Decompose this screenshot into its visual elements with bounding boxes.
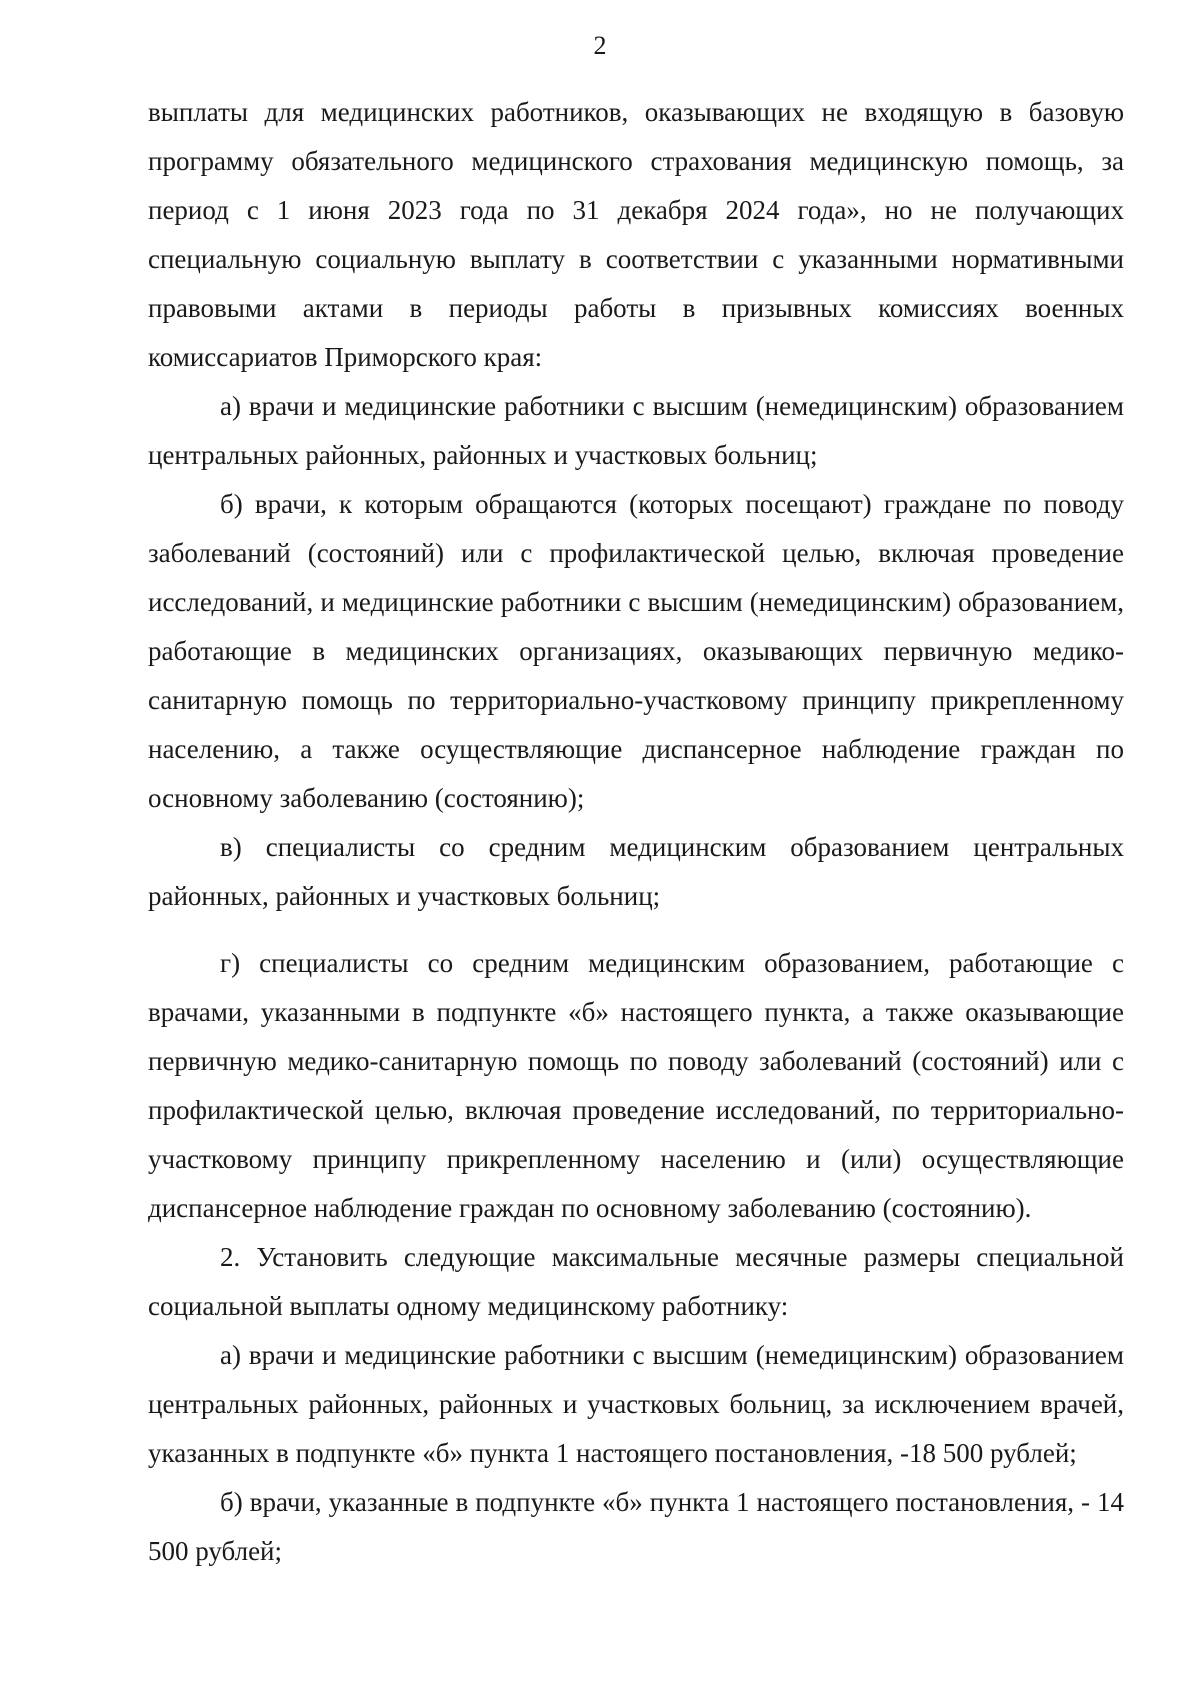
paragraph-item-g: г) специалисты со средним медицинским образованием, работающие с врачами, указанными в подпункте «б» настоящего пункта, а также оказывающие первичную медико-санитарную помощь по поводу заболеваний (состояний) или с профилактической целью, включая проведение исследований, по территориально-участковому принципу прикрепленному населению и (или) осуществляющие диспансерное наблюдение граждан по основному заболеванию (состоянию). bbox=[148, 948, 1124, 1223]
paragraph-point-2-item-a: а) врачи и медицинские работники с высшим (немедицинским) образованием центральных районных, районных и участковых больниц, за исключением врачей, указанных в подпункте «б» пункта 1 настоящего постановления, -18 500 рублей; bbox=[148, 1340, 1124, 1468]
paragraph-point-2: 2. Установить следующие максимальные месячные размеры специальной социальной выплаты одному медицинскому работнику: bbox=[148, 1242, 1124, 1321]
paragraph-item-v: в) специалисты со средним медицинским образованием центральных районных, районных и участковых больниц; bbox=[148, 832, 1124, 911]
paragraph-item-b: б) врачи, к которым обращаются (которых посещают) граждане по поводу заболеваний (состояний) или с профилактической целью, включая проведение исследований, и медицинские работники с высшим (немедицинским) образованием, работающие в медицинских организациях, оказывающих первичную медико-санитарную помощь по территориально-участковому принципу прикрепленному населению, а также осуществляющие диспансерное наблюдение граждан по основному заболеванию (состоянию); bbox=[148, 489, 1124, 813]
paragraph-item-a: а) врачи и медицинские работники с высшим (немедицинским) образованием центральных районных, районных и участковых больниц; bbox=[148, 391, 1124, 470]
document-body bbox=[148, 88, 1124, 1576]
paragraph-intro-continuation: выплаты для медицинских работников, оказывающих не входящую в базовую программу обязательного медицинского страхования медицинскую помощь, за период с 1 июня 2023 года по 31 декабря 2024 года», но не получающих специальную социальную выплату в соответствии с указанными нормативными правовыми актами в периоды работы в призывных комиссиях военных комиссариатов Приморского края: bbox=[148, 97, 1124, 372]
paragraph-point-2-item-b: б) врачи, указанные в подпункте «б» пункта 1 настоящего постановления, - 14 500 рублей; bbox=[148, 1487, 1124, 1566]
page-number: 2 bbox=[593, 31, 607, 60]
